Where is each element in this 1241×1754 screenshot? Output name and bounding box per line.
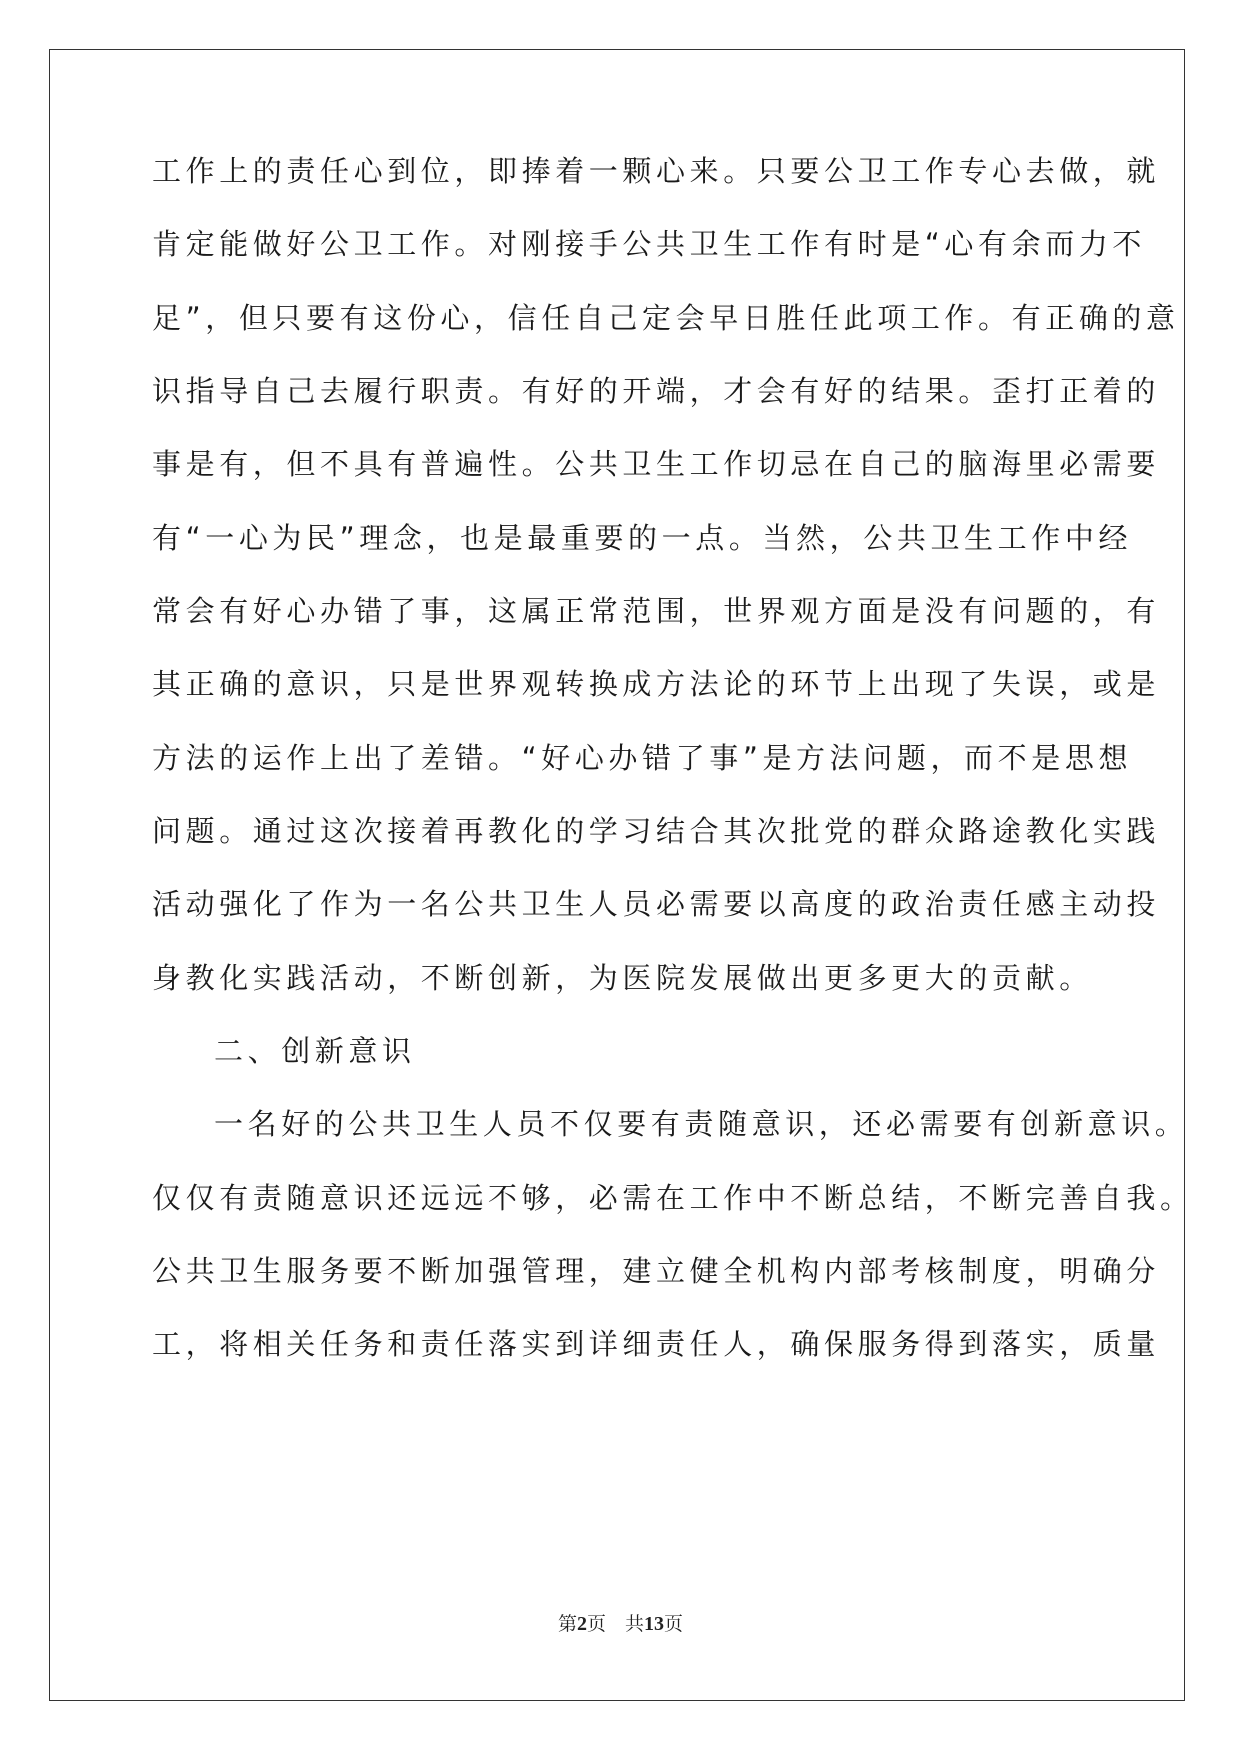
- text-line: 其正确的意识，只是世界观转换成方法论的环节上出现了失误，或是: [152, 667, 1161, 701]
- text-line: 工作上的责任心到位，即捧着一颗心来。只要公卫工作专心去做，就: [152, 154, 1161, 188]
- text-line: 工，将相关任务和责任落实到详细责任人，确保服务得到落实，质量: [152, 1327, 1161, 1361]
- text-line: 一名好的公共卫生人员不仅要有责随意识，还必需要有创新意识。: [214, 1107, 1189, 1141]
- text-line: 问题。通过这次接着再教化的学习结合其次批党的群众路途教化实践: [152, 814, 1161, 848]
- text-line: 有“一心为民”理念，也是最重要的一点。当然，公共卫生工作中经: [152, 521, 1133, 555]
- page-prefix: 第: [557, 1613, 577, 1635]
- text-line: 肯定能做好公卫工作。对刚接手公共卫生工作有时是“心有余而力不: [152, 227, 1147, 261]
- text-line: 事是有，但不具有普遍性。公共卫生工作切忌在自己的脑海里必需要: [152, 447, 1161, 481]
- text-line: 仅仅有责随意识还远远不够，必需在工作中不断总结，不断完善自我。: [152, 1181, 1194, 1215]
- text-line: 常会有好心办错了事，这属正常范围，世界观方面是没有问题的，有: [152, 594, 1161, 628]
- total-pages: 13: [644, 1613, 664, 1635]
- page-footer: [0, 1612, 1241, 1636]
- page-suffix: 页: [664, 1613, 684, 1635]
- page-mid: 页 共: [586, 1613, 644, 1635]
- section-heading: 二、创新意识: [214, 1034, 416, 1068]
- text-line: 识指导自己去履行职责。有好的开端，才会有好的结果。歪打正着的: [152, 374, 1161, 408]
- page-number: 2: [576, 1613, 587, 1635]
- page-border: [49, 49, 1194, 1701]
- text-line: 活动强化了作为一名公共卫生人员必需要以高度的政治责任感主动投: [152, 887, 1161, 921]
- text-line: 足”，但只要有这份心，信任自己定会早日胜任此项工作。有正确的意: [152, 301, 1180, 335]
- text-line: 公共卫生服务要不断加强管理，建立健全机构内部考核制度，明确分: [152, 1254, 1161, 1288]
- text-line: 身教化实践活动，不断创新，为医院发展做出更多更大的贡献。: [152, 961, 1093, 995]
- text-line: 方法的运作上出了差错。“好心办错了事”是方法问题，而不是思想: [152, 741, 1133, 775]
